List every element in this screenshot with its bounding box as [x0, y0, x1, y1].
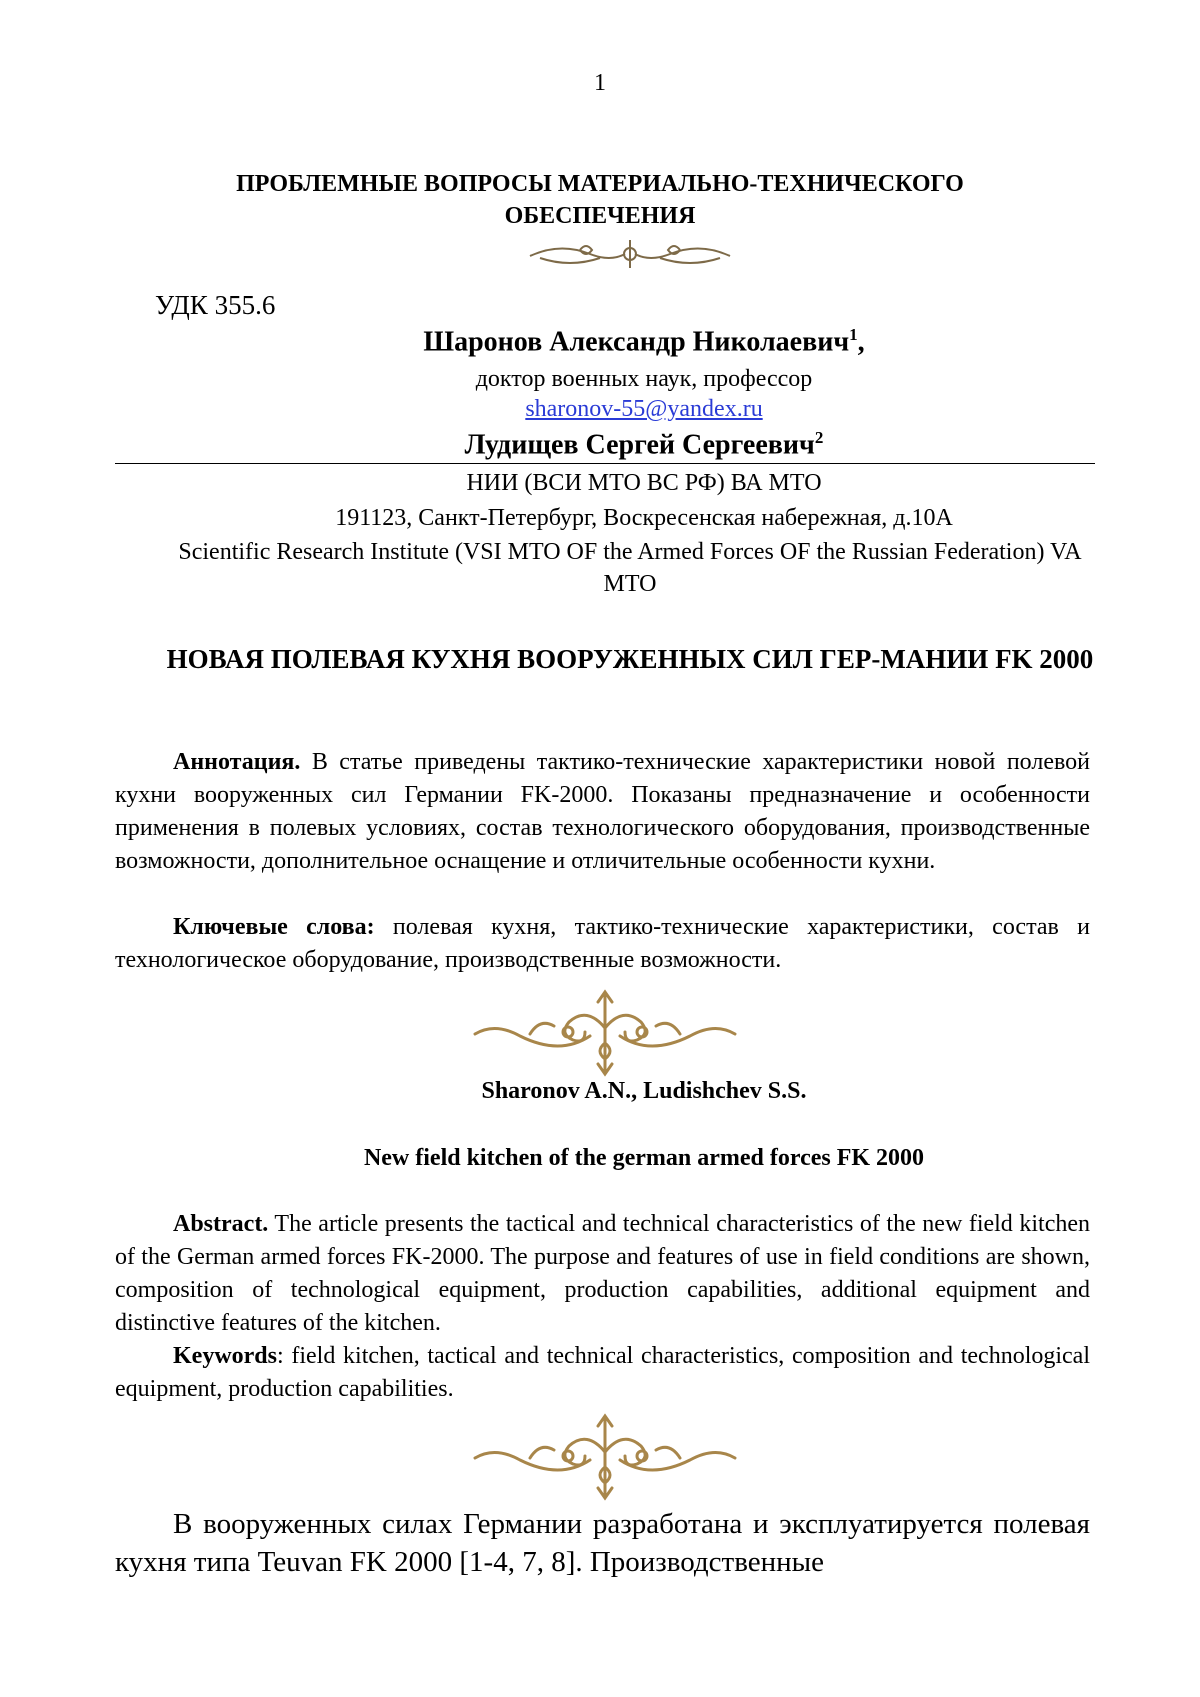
author-1-degree: доктор военных наук, профессор	[475, 366, 813, 392]
abstract-ru-text: В статье приведены тактико-технические характеристики новой полевой кухни вооруженных сил Германии FK-2000. Показаны предназначение и особенности применения в полевых условиях, состав технологического оборудования, производственные возможности, дополнительное оснащение и отличительные особенности кухни.	[115, 749, 1090, 874]
affiliation-line-2: 191123, Санкт-Петербург, Воскресенская набережная, д.10А	[335, 505, 953, 531]
author-1	[0, 325, 1200, 358]
keywords-en-text: : field kitchen, tactical and technical characteristics, composition and technological equipment, production capabilities.	[115, 1343, 1090, 1402]
authors-en: Sharonov A.N., Ludishchev S.S.	[481, 1078, 807, 1104]
divider-line	[115, 463, 1095, 464]
author-1-email	[0, 396, 1200, 423]
author-1-suffix: ,	[857, 326, 865, 358]
abstract-en-text: The article presents the tactical and technical characteristics of the new field kitchen of the German armed forces FK-2000. The purpose and features of use in field conditions are shown, composition of technological equipment, production capabilities, additional equipment and distinctive features of the kitchen.	[115, 1211, 1090, 1336]
affiliation-line-3: Scientific Research Institute (VSI MTO OF the Armed Forces OF the Russian Federation) VA MTO	[178, 539, 1082, 597]
udk-code: УДК 355.6	[155, 290, 276, 320]
abstract-ru	[115, 746, 1090, 878]
article-title-ru: НОВАЯ ПОЛЕВАЯ КУХНЯ ВООРУЖЕННЫХ СИЛ ГЕР-МАНИИ FK 2000	[166, 644, 1094, 674]
abstract-en-label: Abstract.	[173, 1211, 269, 1237]
email-link[interactable]: sharonov-55@yandex.ru	[525, 396, 763, 422]
ornament-divider-icon	[470, 1412, 740, 1502]
keywords-en	[115, 1340, 1090, 1406]
author-1-name: Шаронов Александр Николаевич	[423, 326, 850, 358]
page-number: 1	[594, 70, 606, 96]
section-title: ПРОБЛЕМНЫЕ ВОПРОСЫ МАТЕРИАЛЬНО-ТЕХНИЧЕСКОГО ОБЕСПЕЧЕНИЯ	[236, 171, 964, 229]
abstract-ru-label: Аннотация.	[173, 749, 301, 775]
body-paragraph	[115, 1505, 1090, 1581]
keywords-en-label: Keywords	[173, 1343, 277, 1369]
author-1-sup: 1	[849, 325, 858, 344]
keywords-ru-label: Ключевые слова:	[173, 914, 375, 940]
keywords-ru	[115, 911, 1090, 977]
body-paragraph-text: В вооруженных силах Германии разработана и эксплуатируется полевая кухня типа Teuvan FK 2000 [1-4, 7, 8]. Производственные	[115, 1508, 1090, 1578]
keywords-ru-text: полевая кухня, тактико-технические характеристики, состав и технологическое оборудование, производственные возможности.	[115, 914, 1090, 973]
article-title-en: New field kitchen of the german armed forces FK 2000	[363, 1145, 925, 1171]
author-2-sup: 2	[814, 428, 824, 447]
ornament-divider-icon	[470, 988, 740, 1078]
affiliation-line-1: НИИ (ВСИ МТО ВС РФ) ВА МТО	[466, 470, 822, 496]
author-2-name: Лудищев Сергей Сергеевич	[464, 429, 815, 461]
abstract-en	[115, 1208, 1090, 1340]
author-2	[0, 428, 1200, 461]
small-ornament-icon	[520, 234, 740, 274]
